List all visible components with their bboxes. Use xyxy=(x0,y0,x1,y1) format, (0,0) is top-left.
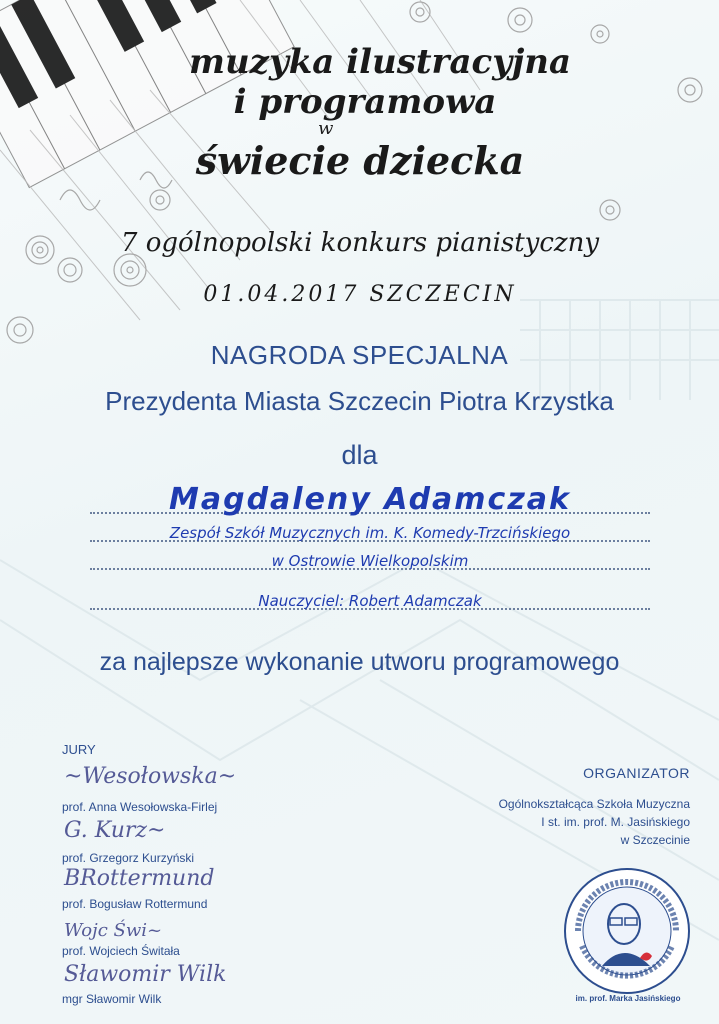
school-seal-icon xyxy=(562,866,692,996)
recipient-school-line-1: Zespół Szkół Muzycznych im. K. Komedy-Trzcińskiego xyxy=(169,524,571,542)
signature-5: Sławomir Wilk xyxy=(64,962,227,987)
organizer-line-1: Ogólnokształcąca Szkoła Muzyczna xyxy=(498,797,690,811)
recipient-name: Magdaleny Adamczak xyxy=(169,482,571,517)
title-line-1: muzyka ilustracyjna xyxy=(188,42,572,82)
signature-1: ~Wesołowska~ xyxy=(64,764,237,789)
title-line-2: i programowa xyxy=(233,82,497,122)
juror-4: prof. Wojciech Świtała xyxy=(62,944,180,958)
juror-3: prof. Bogusław Rottermund xyxy=(62,897,208,911)
juror-5: mgr Sławomir Wilk xyxy=(62,992,162,1006)
organizer-line-2: I st. im. prof. M. Jasińskiego xyxy=(541,815,690,829)
signature-2: G. Kurz~ xyxy=(64,818,166,843)
award-reason: za najlepsze wykonanie utworu programowego xyxy=(99,648,620,676)
date-place: 01.04.2017 SZCZECIN xyxy=(203,282,517,307)
title-line-2-w: w xyxy=(318,118,334,139)
signature-4: Wojc Świ~ xyxy=(64,920,163,941)
recipient-school-line-2: w Ostrowie Wielkopolskim xyxy=(271,552,469,570)
award-for-word: dla xyxy=(341,440,378,470)
juror-2: prof. Grzegorz Kurzyński xyxy=(62,851,195,865)
organizer-label: ORGANIZATOR xyxy=(583,765,690,781)
organizer-line-3: w Szczecinie xyxy=(620,833,690,847)
signature-3: BRottermund xyxy=(64,866,215,891)
award-title: NAGRODA SPECJALNA xyxy=(210,340,509,370)
award-from: Prezydenta Miasta Szczecin Piotra Krzystka xyxy=(105,386,614,416)
title-line-3: świecie dziecka xyxy=(195,138,525,183)
recipient-teacher: Nauczyciel: Robert Adamczak xyxy=(258,592,482,610)
juror-1: prof. Anna Wesołowska-Firlej xyxy=(62,800,218,814)
seal-caption: im. prof. Marka Jasińskiego xyxy=(575,994,681,1003)
jury-label: JURY xyxy=(62,742,96,757)
competition-subtitle: 7 ogólnopolski konkurs pianistyczny xyxy=(120,228,600,258)
